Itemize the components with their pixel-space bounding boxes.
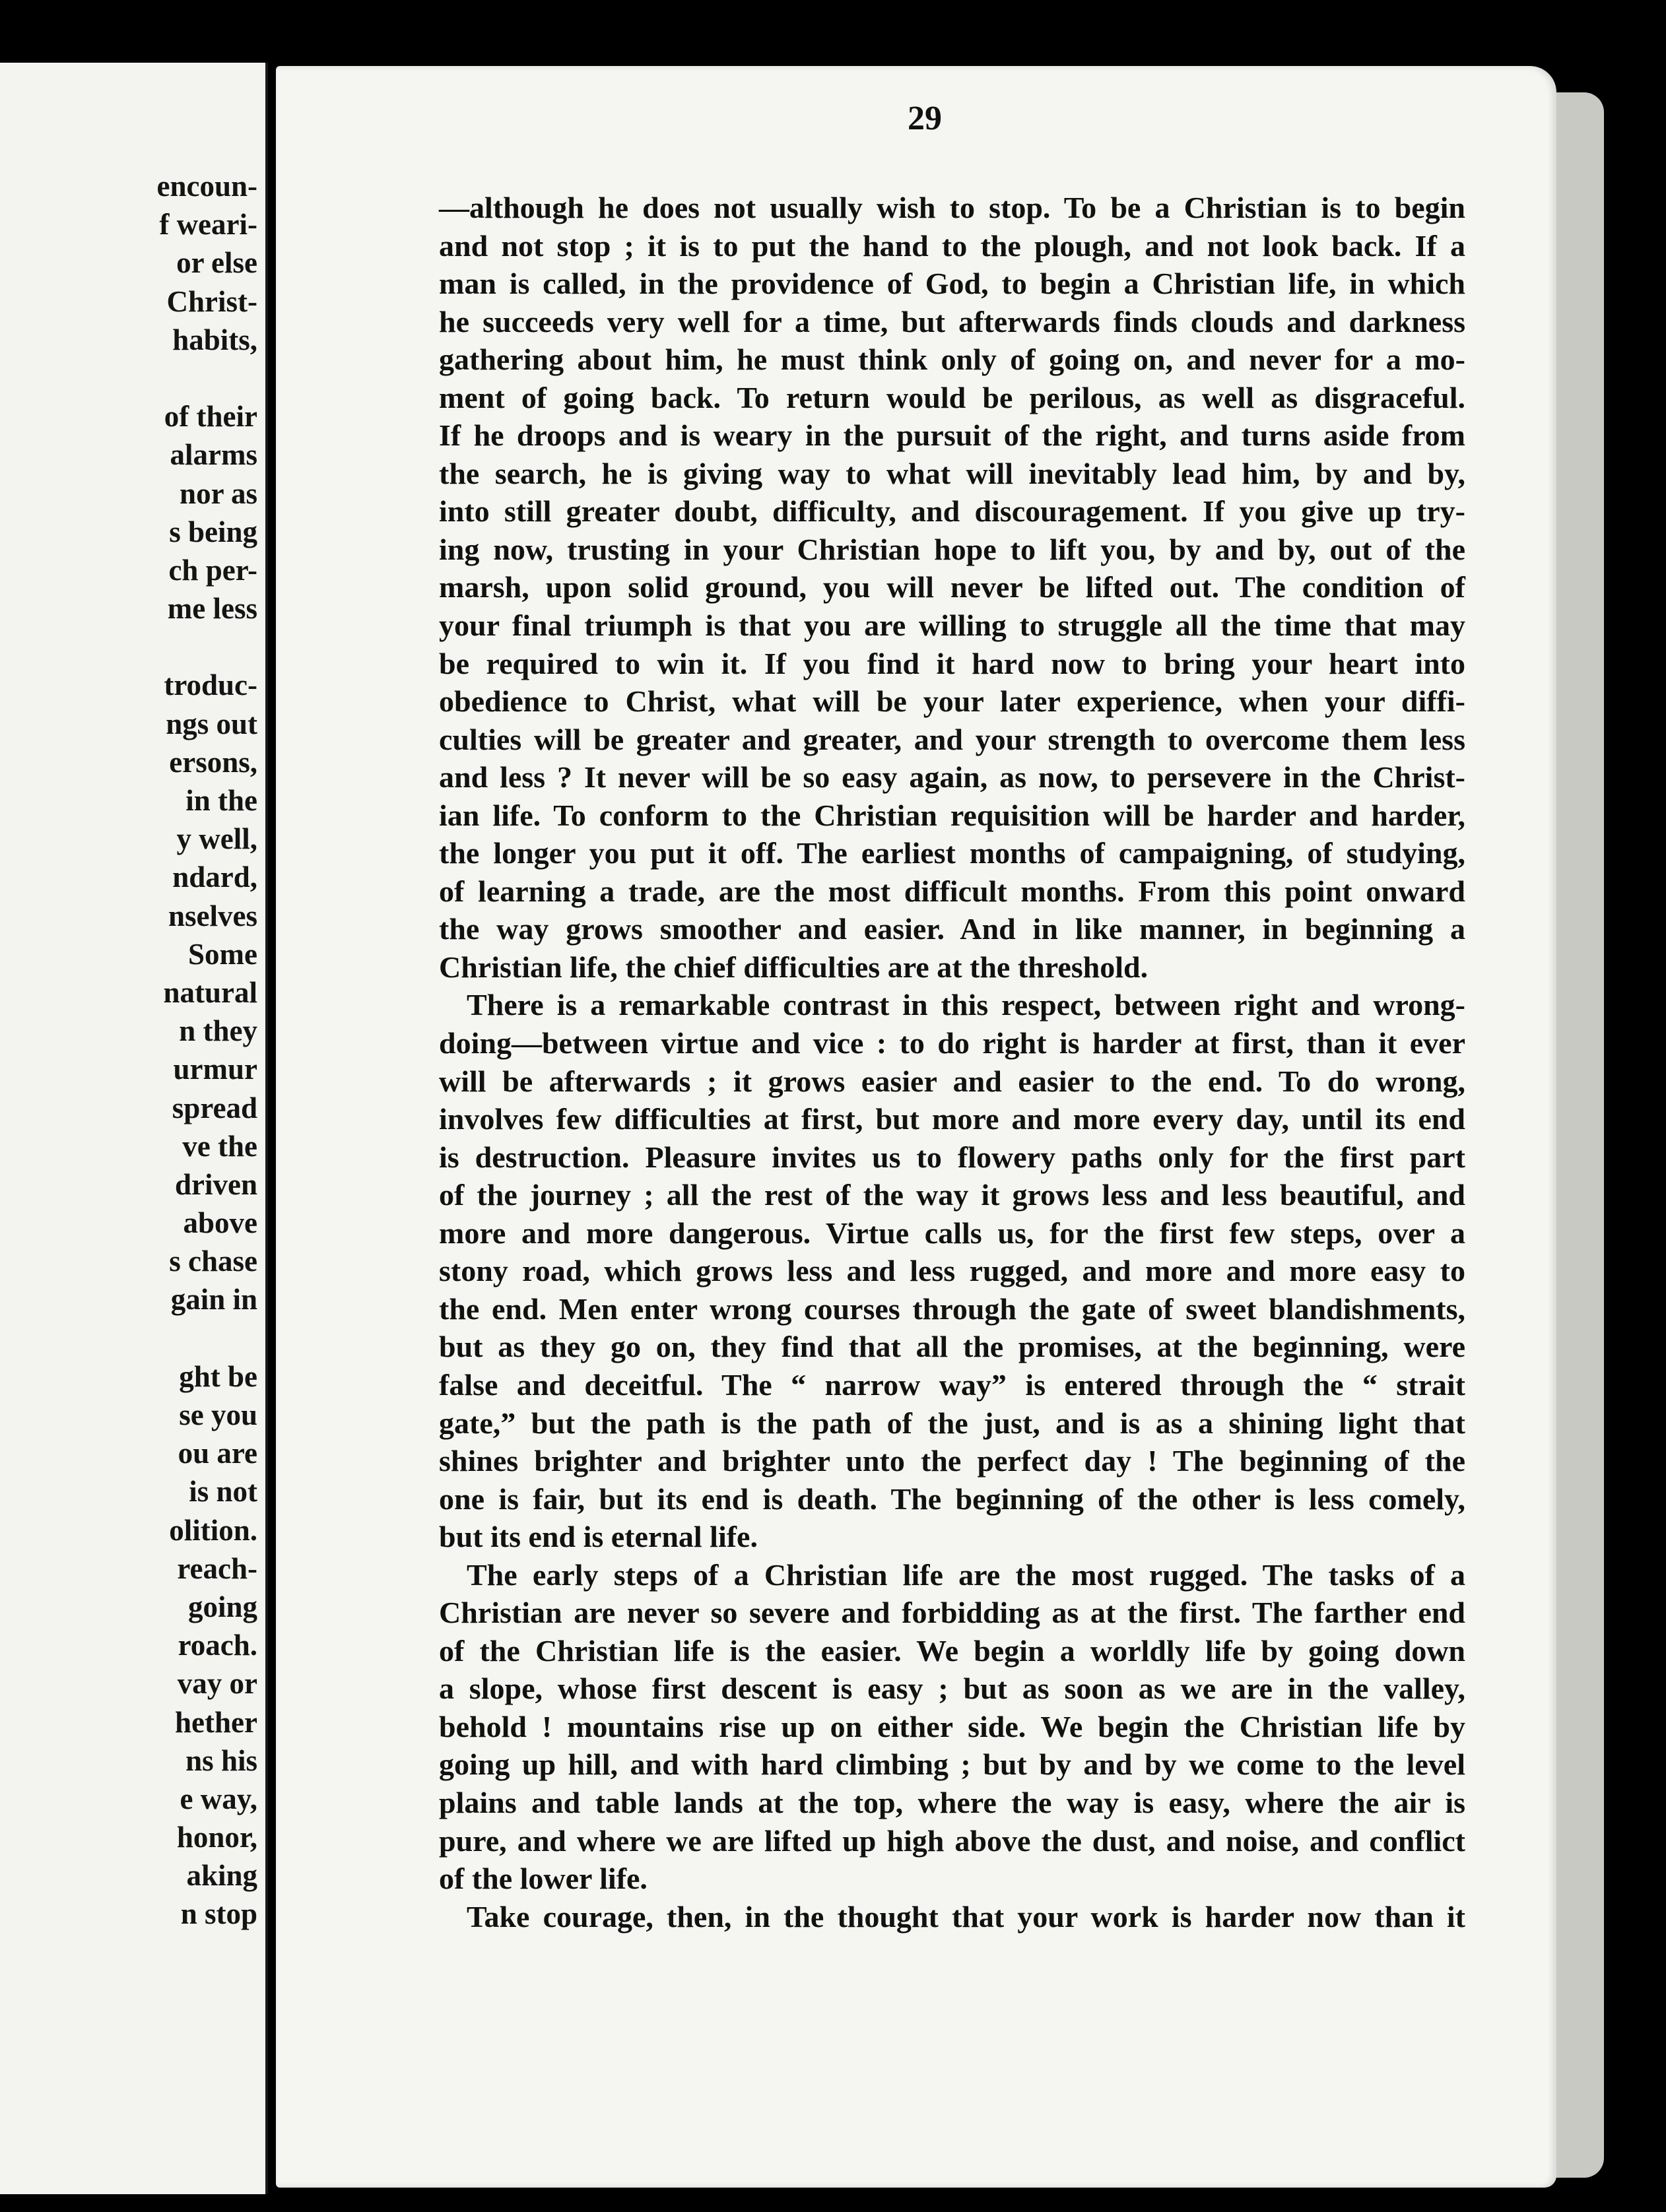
text-line: false and deceitful. The “ narrow way” is entered through the “ strait [439,1367,1465,1402]
left-page-edge [0,63,268,2194]
text-line: of learning a trade, are the most difficult months. From this point onward [439,874,1465,908]
text-line: the search, he is giving way to what will inevitably lead him, by and by, [439,456,1465,490]
left-page-fragment: olition. [169,1513,257,1547]
left-page-fragment: Some [188,937,257,971]
left-page-fragment: alarms [170,438,257,472]
text-line: more and more dangerous. Virtue calls us, for the first few steps, over a [439,1216,1465,1250]
text-line: is destruction. Pleasure invites us to flowery paths only for the first part [439,1140,1465,1174]
left-page-fragment: driven [174,1167,257,1201]
text-line: of the journey ; all the rest of the way it grows less and less beautiful, and [439,1178,1465,1212]
text-line: the end. Men enter wrong courses through the gate of sweet blandishments, [439,1291,1465,1326]
left-page-fragment: se you [179,1398,257,1431]
text-line: Christian life, the chief difficulties are at the threshold. [439,950,1149,984]
text-line: into still greater doubt, difficulty, and discouragement. If you give up try- [439,494,1465,529]
text-line: be required to win it. If you find it hard now to bring your heart into [439,646,1465,680]
left-page-fragment: n stop [180,1897,257,1931]
text-line: doing—between virtue and vice : to do right is harder at first, than it ever [439,1026,1465,1060]
left-page-fragment: honor, [176,1821,257,1854]
paragraph [439,986,1465,1555]
text-line: but its end is eternal life. [439,1520,758,1554]
left-page-fragment: habits, [172,323,257,356]
left-page-fragment: encoun- [156,170,257,203]
left-page-fragment: ght be [179,1359,257,1393]
left-page-fragment [156,359,257,397]
text-line: the longer you put it off. The earliest months of campaigning, of studying, [439,836,1465,870]
text-line: Christian are never so severe and forbidding as at the first. The farther end [439,1596,1465,1630]
text-line: culties will be greater and greater, and your strength to overcome them less [439,722,1465,756]
text-line: your final triumph is that you are willing to struggle all the time that may [439,608,1465,643]
left-page-fragment: or else [176,246,257,280]
paragraph [439,1898,1465,1936]
left-page-fragment: natural [163,975,257,1009]
left-page-fragment: spread [172,1091,257,1124]
left-page-fragment: above [183,1206,257,1240]
left-page-fragment: me less [167,592,257,626]
text-line: ian life. To conform to the Christian requisition will be harder and harder, [439,798,1465,832]
left-page-fragment: roach. [178,1629,257,1662]
left-page-fragment: nor as [180,476,257,510]
left-page-fragment: s chase [169,1245,257,1278]
left-page-fragment: ndard, [172,861,257,894]
left-page-fragment: vay or [177,1667,257,1701]
paragraph [439,189,1465,986]
left-page-text-fragments [156,167,257,1934]
text-line: marsh, upon solid ground, you will never be lifted out. The condition of [439,570,1465,604]
text-line: of the lower life. [439,1862,648,1896]
text-line: obedience to Christ, what will be your later experience, when your diffi- [439,684,1465,719]
left-page-fragment: reach- [177,1551,257,1585]
left-page-fragment: ns his [185,1743,257,1777]
left-page-fragment: troduc- [164,668,257,702]
page-body-text [439,189,1465,1936]
left-page-fragment: ngs out [166,707,257,740]
left-page-fragment: nselves [168,899,257,932]
left-page-fragment: going [187,1590,257,1623]
left-page-fragment: is not [189,1475,257,1509]
text-line: a slope, whose first descent is easy ; but as soon as we are in the valley, [439,1672,1465,1706]
left-page-fragment: gain in [170,1283,257,1317]
text-line: the way grows smoother and easier. And in like manner, in beginning a [439,912,1465,946]
left-page-fragment: y well, [176,822,257,856]
text-line: will be afterwards ; it grows easier and easier to the end. To do wrong, [439,1064,1465,1098]
text-line: There is a remarkable contrast in this respect, between right and wrong- [467,988,1465,1022]
text-line: going up hill, and with hard climbing ; but by and by we come to the level [439,1747,1465,1782]
text-line: he succeeds very well for a time, but afterwards finds clouds and darkness [439,304,1465,339]
paragraph [439,1556,1465,1898]
left-page-fragment: urmur [173,1053,257,1086]
page-number: 29 [908,100,942,137]
text-line: man is called, in the providence of God, to begin a Christian life, in which [439,267,1465,301]
left-page-fragment: aking [186,1859,257,1893]
text-line: but as they go on, they find that all the promises, at the beginning, were [439,1330,1465,1364]
text-line: one is fair, but its end is death. The beginning of the other is less comely, [439,1481,1465,1516]
text-line: plains and table lands at the top, where the way is easy, where the air is [439,1785,1465,1819]
text-line: gate,” but the path is the path of the just, and is as a shining light that [439,1406,1465,1440]
text-line: stony road, which grows less and less rugged, and more and more easy to [439,1254,1465,1288]
text-line: behold ! mountains rise up on either side. We begin the Christian life by [439,1709,1465,1743]
left-page-fragment [156,1319,257,1357]
left-page-fragment: s being [169,515,257,548]
text-line: of the Christian life is the easier. We begin a worldly life by going down [439,1633,1465,1668]
left-page-fragment: hether [175,1705,257,1739]
text-line: involves few difficulties at first, but more and more every day, until its end [439,1102,1465,1136]
text-line: ment of going back. To return would be perilous, as well as disgraceful. [439,380,1465,414]
left-page-fragment: ch per- [168,553,257,587]
left-page-fragment: Christ- [166,284,257,318]
left-page-fragment: f weari- [159,208,257,242]
left-page-fragment: ve the [182,1129,257,1163]
left-page-fragment: ou are [178,1437,257,1470]
left-page-fragment: in the [185,784,257,817]
text-line: shines brighter and brighter unto the perfect day ! The beginning of the [439,1444,1465,1478]
text-line: ing now, trusting in your Christian hope to lift you, by and by, out of the [439,532,1465,566]
text-line: Take courage, then, in the thought that your work is harder now than it [467,1899,1465,1934]
left-page-fragment: ersons, [169,745,257,779]
text-line: gathering about him, he must think only of going on, and never for a mo- [439,342,1465,377]
text-line: —although he does not usually wish to stop. To be a Christian is to begin [439,191,1465,224]
left-page-fragment: e way, [180,1782,257,1815]
left-page-fragment: n they [179,1014,257,1048]
text-line: pure, and where we are lifted up high above the dust, and noise, and conflict [439,1823,1465,1858]
text-line: and less ? It never will be so easy again, as now, to persevere in the Christ- [439,760,1465,795]
left-page-fragment [156,628,257,666]
text-line: The early steps of a Christian life are the most rugged. The tasks of a [467,1557,1465,1592]
text-line: and not stop ; it is to put the hand to the plough, and not look back. If a [439,228,1465,263]
text-line: If he droops and is weary in the pursuit of the right, and turns aside from [439,418,1465,453]
left-page-fragment: of their [164,400,257,434]
